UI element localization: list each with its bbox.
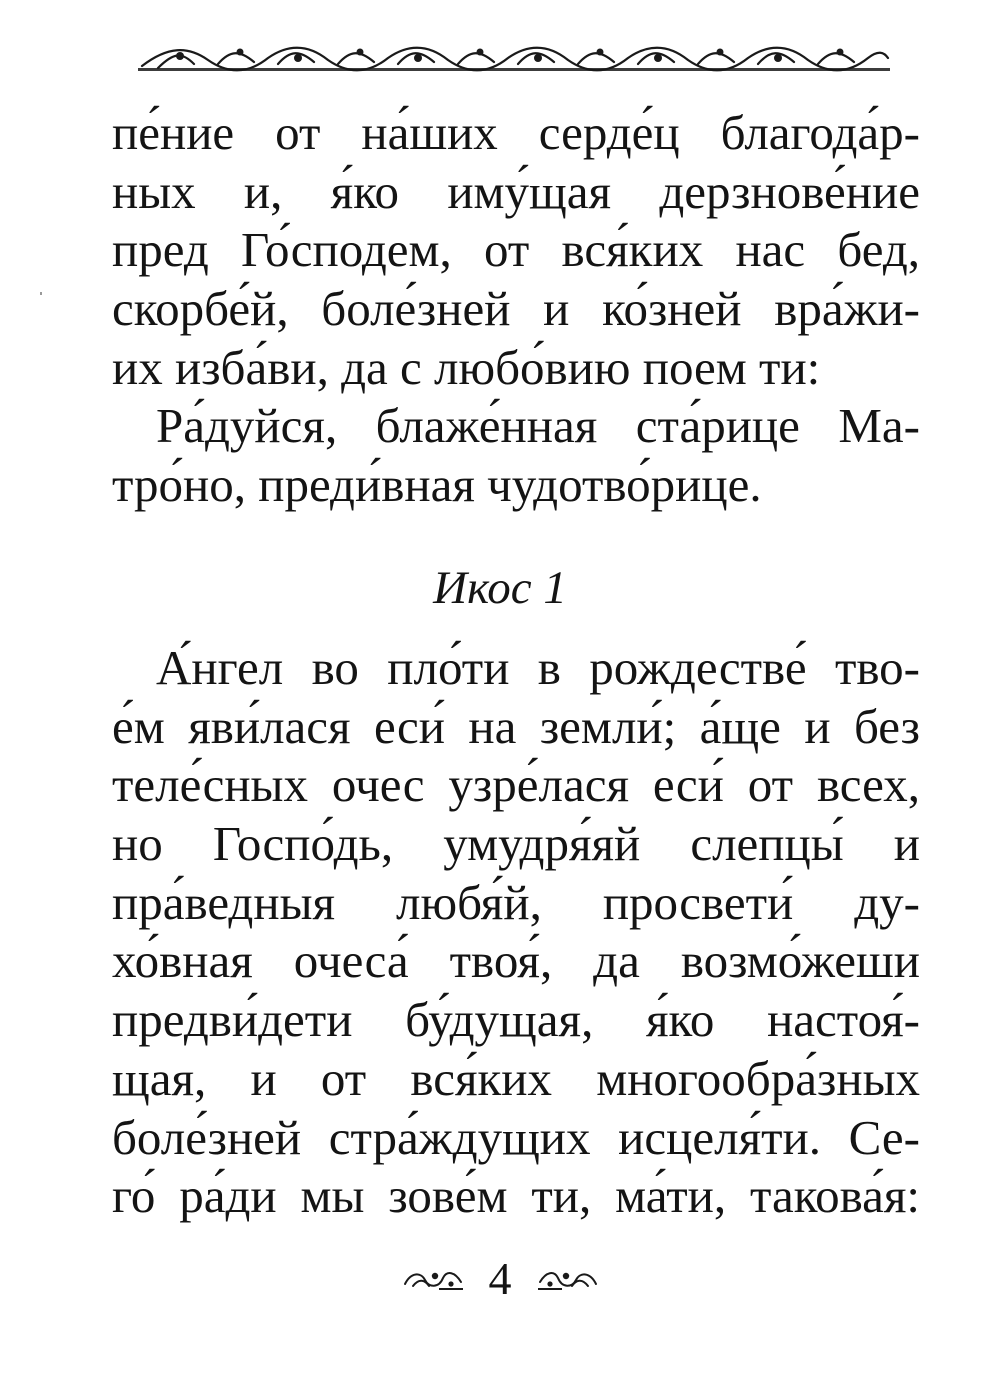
text-line: Ра́дуйся, блаже́нная ста́рице Ма-: [156, 398, 920, 454]
text-line: щая, и от вся́ких многообра́зных: [112, 1050, 920, 1106]
text-line: пред Го́сподем, от вся́ких нас бед,: [112, 222, 920, 278]
text-line: А́нгел во пло́ти в рождестве́ тво-: [156, 640, 920, 695]
flourish-icon: [536, 1264, 602, 1294]
prayer-text-block-1: [112, 104, 920, 515]
section-heading: Икос 1: [433, 562, 567, 614]
flourish-icon: [399, 1264, 465, 1294]
text-line: боле́зней стра́ждущих исцеля́ти. Се-: [112, 1109, 920, 1165]
text-line: тро́но, преди́вная чудотво́рице.: [112, 457, 762, 513]
prayer-text-block-2: [112, 639, 920, 1226]
text-line: скорбе́й, боле́зней и ко́зней вра́жи-: [112, 281, 920, 337]
text-line: но Госпо́дь, умудря́яй слепцы́ и: [112, 816, 920, 872]
text-line: предви́дети бу́дущая, я́ко настоя́-: [112, 992, 920, 1048]
text-line: е́м яви́лася еси́ на земли́; а́ще и без: [112, 698, 920, 754]
page-number: 4: [488, 1253, 512, 1304]
text-line: хо́вная очеса́ твоя́, да возмо́жеши: [112, 933, 920, 989]
text-line: пра́ведныя любя́й, просвети́ ду-: [112, 874, 920, 930]
ornamental-border-icon: [138, 38, 890, 76]
page-footer: [0, 1254, 1000, 1304]
text-line: теле́сных очес узре́лася еси́ от всех,: [112, 757, 920, 813]
text-line: ных и, я́ко иму́щая дерзнове́ние: [112, 163, 920, 219]
text-line: го́ ра́ди мы зове́м ти, ма́ти, такова́я:: [112, 1168, 920, 1224]
scan-speck: [40, 292, 42, 295]
text-line: их изба́ви, да с любо́вию поем ти:: [112, 339, 821, 395]
text-line: пе́ние от на́ших серде́ц благода́р-: [112, 105, 920, 160]
